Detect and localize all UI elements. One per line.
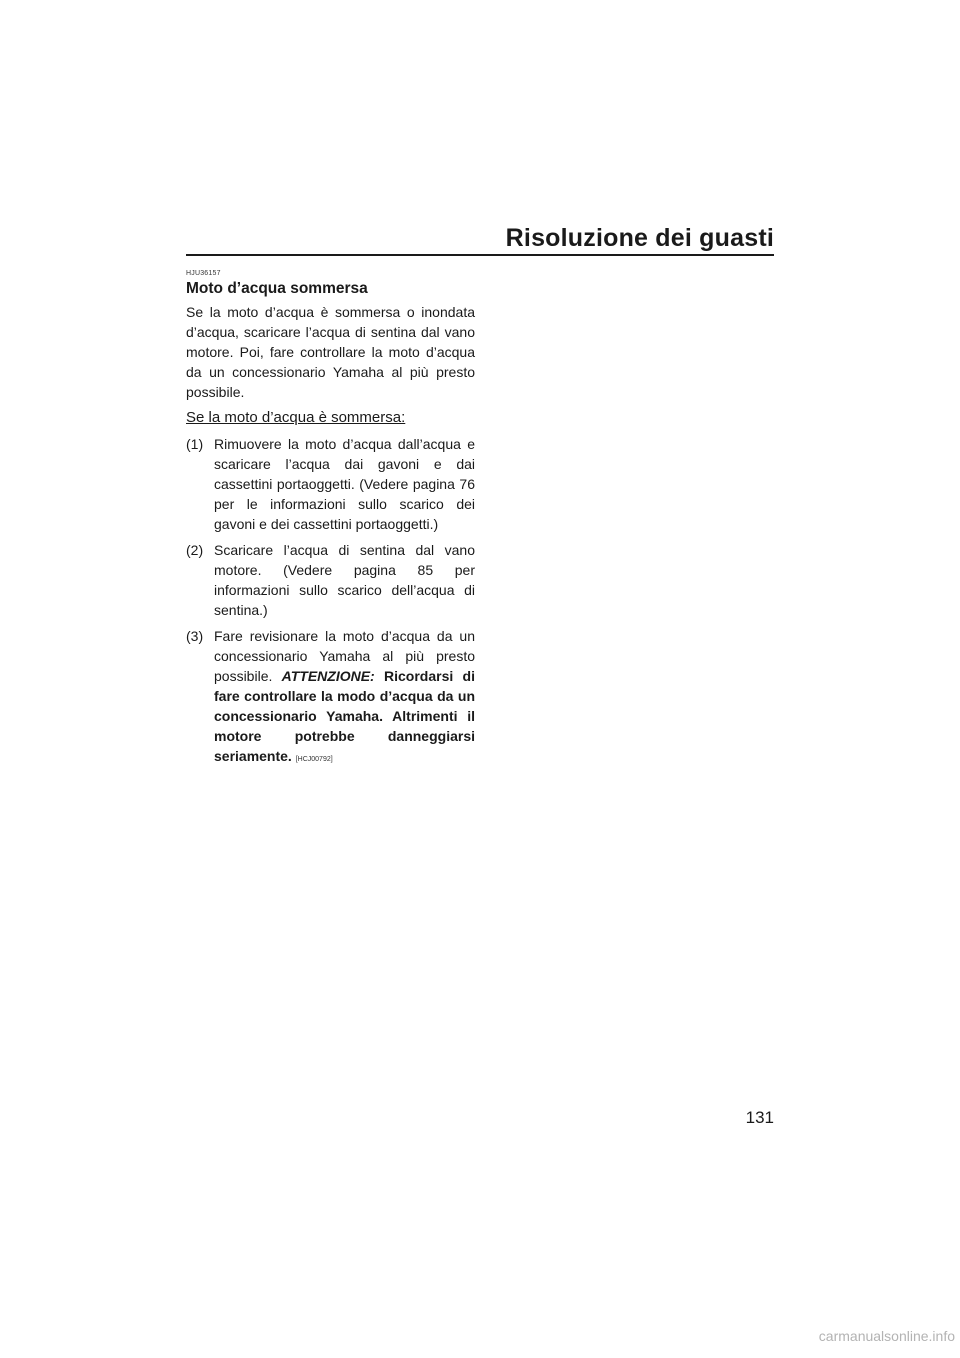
reference-code: [HCJ00792] <box>295 756 333 763</box>
attention-text: Ricordarsi di fare controllare la modo d’acqua da un concessionario Yamaha. Altrimenti il motore potrebbe danneggiarsi seriamente. <box>214 668 475 764</box>
step-text-container <box>214 626 475 770</box>
step-number: (3) <box>186 628 204 644</box>
section-title: Moto d’acqua sommersa <box>186 280 368 297</box>
step-text: Rimuovere la moto d’acqua dall’acqua e scaricare l’acqua dai gavoni e dai cassettini portaoggetti. (Vedere pagina 76 per le informazioni sullo scarico dei gavoni e dei cassettini portaoggetti.) <box>214 436 475 532</box>
step-text: Fare revisionare la moto d’acqua da un concessionario Yamaha al più presto possibile. <box>214 628 475 684</box>
step-item <box>186 434 475 534</box>
step-item <box>186 626 475 770</box>
content-column <box>186 270 475 776</box>
section-code: HJU36157 <box>186 270 221 277</box>
steps-list <box>186 434 475 770</box>
page-header-title: Risoluzione dei guasti <box>505 224 774 252</box>
watermark-text: carmanualsonline.info <box>818 1328 955 1344</box>
step-text: Scaricare l’acqua di sentina dal vano motore. (Vedere pagina 85 per informazioni sullo scarico dell’acqua di sentina.) <box>214 542 475 618</box>
page-number: 131 <box>745 1108 774 1127</box>
step-item <box>186 540 475 620</box>
step-number: (1) <box>186 436 204 452</box>
step-number: (2) <box>186 542 204 558</box>
header-rule <box>186 254 774 256</box>
subheading: Se la moto d’acqua è sommersa: <box>186 409 406 426</box>
attention-label: ATTENZIONE: <box>281 668 375 684</box>
intro-paragraph: Se la moto d’acqua è sommersa o inondata d’acqua, scaricare l’acqua di sentina dal vano motore. Poi, fare controllare la moto d’acqua da un concessionario Yamaha al più presto possibile. <box>186 304 475 400</box>
